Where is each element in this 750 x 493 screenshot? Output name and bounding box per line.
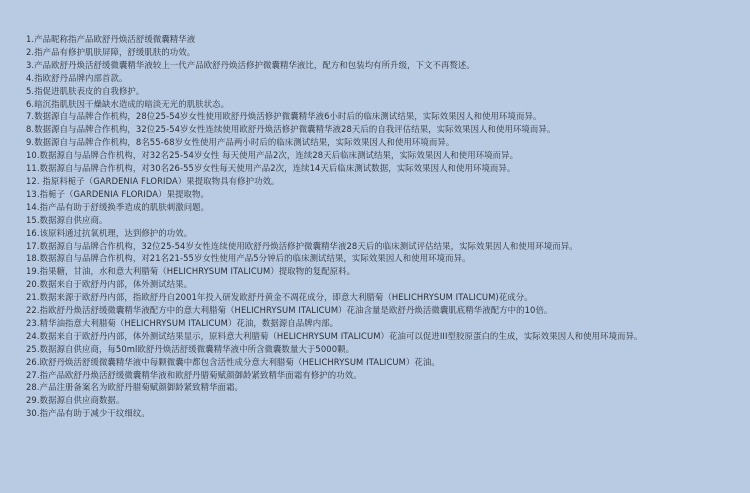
footnotes-list (26, 33, 720, 420)
footnote-item: 18.数据源自与品牌合作机构，对21名21-55岁女性使用产品5分钟后的临床测试结果，实际效果因人和使用环境而异。 (26, 253, 471, 264)
footnote-item: 1.产品昵称指产品欧舒丹焕活舒缓微囊精华液 (26, 34, 196, 44)
footnote-item: 21.数据来源于欧舒丹内部，指欧舒丹自2001年投入研发欧舒丹黄金不凋花成分，即意大利腊菊（HELICHRYSUM ITALICUM)花成分。 (26, 292, 533, 303)
footnote-item: 23.精华油指意大利腊菊（HELICHRYSUM ITALICUM）花油，数据源自品牌内部。 (26, 317, 339, 328)
footnote-item: 28.产品注册备案名为欧舒丹腊菊赋颜御龄紧致精华面霜。 (26, 382, 244, 393)
footnote-item: 4.指欧舒丹品牌内部首款。 (26, 72, 128, 83)
footnote-item: 19.指果糖，甘油，水和意大利腊菊（HELICHRYSUM ITALICUM）提取物的复配原料。 (26, 266, 356, 277)
footnote-item: 8.数据源自与品牌合作机构，32位25-54岁女性连续使用欧舒丹焕活修护微囊精华液28天后的自我评估结果，实际效果因人和使用环境而异。 (26, 124, 556, 135)
footnote-item: 2.指产品有修护肌肤屏障，舒缓肌肤的功效。 (26, 46, 196, 57)
footnote-item: 6.暗沉指肌肤因干燥缺水造成的暗淡无光的肌肤状态。 (26, 98, 230, 109)
footnote-item: 10.数据源自与品牌合作机构，对32名25-54岁女性 每天使用产品2次，连续28天后临床测试结果，实际效果因人和使用环境而异。 (26, 150, 519, 161)
footnote-item: 24.数据来自于欧舒丹内部，体外测试结果显示，原料意大利腊菊（HELICHRYSUM ITALICUM）花油可以促进III型胶原蛋白的生成，实际效果因人和使用环境而异。 (26, 330, 643, 341)
footnote-item: 27.指产品欧舒丹焕活舒缓微囊精华液和欧舒丹腊菊赋颜御龄紧致精华面霜有修护的功效。 (26, 369, 362, 380)
footnote-item: 22.指欧舒丹焕活舒缓微囊精华液配方中的意大利腊菊（HELICHRYSUM ITALICUM）花油含量是欧舒丹焕活微囊肌底精华液配方中的10倍。 (26, 305, 553, 316)
footnote-item: 7.数据源自与品牌合作机构，28位25-54岁女性使用欧舒丹焕活修护微囊精华液6小时后的临床测试结果，实际效果因人和使用环境而异。 (26, 111, 542, 122)
footnote-item: 3.产品欧舒丹焕活舒缓微囊精华液较上一代产品欧舒丹焕活修护微囊精华液比，配方和包装均有所升级，下文不再赘述。 (26, 59, 475, 70)
footnote-item: 11.数据源自与品牌合作机构，对30名26-55岁女性每天使用产品2次，连续14天后临床测试数据，实际效果因人和使用环境而异。 (26, 163, 516, 174)
footnote-item: 13.指栀子（GARDENIA FLORIDA）果提取物。 (26, 188, 209, 199)
footnote-item: 9.数据源自与品牌合作机构，8名55-68岁女性使用产品两小时后的临床测试结果，实际效果因人和使用环境而异。 (26, 137, 455, 148)
footnote-item: 30.指产品有助于减少干纹细纹。 (26, 408, 150, 419)
footnote-item: 26.欧舒丹焕活舒缓微囊精华液中每颗微囊中都包含活性成分意大利腊菊（HELICHRYSUM ITALICUM）花油。 (26, 356, 440, 367)
footnote-item: 16.该原料通过抗氧机理，达到修护的功效。 (26, 227, 193, 238)
footnote-item: 14.指产品有助于舒缓换季造成的肌肤刺激问题。 (26, 201, 210, 212)
footnote-item: 17.数据源自与品牌合作机构，32位25-54岁女性连续使用欧舒丹焕活修护微囊精华液28天后的临床测试评估结果，实际效果因人和使用环境而异。 (26, 240, 578, 251)
footnote-item: 25.数据源自供应商，每50ml欧舒丹焕活舒缓微囊精华液中所含微囊数量大于5000颗。 (26, 343, 355, 354)
footnote-item: 15.数据源自供应商。 (26, 214, 108, 225)
footnote-item: 12. 指原料栀子（GARDENIA FLORIDA）果提取物具有修护功效。 (26, 175, 280, 186)
footnote-item: 5.指促进肌肤表皮的自我修护。 (26, 85, 145, 96)
footnote-item: 29.数据源自供应商数据。 (26, 395, 125, 406)
footnote-item: 20.数据来自于欧舒丹内部，体外测试结果。 (26, 279, 193, 290)
